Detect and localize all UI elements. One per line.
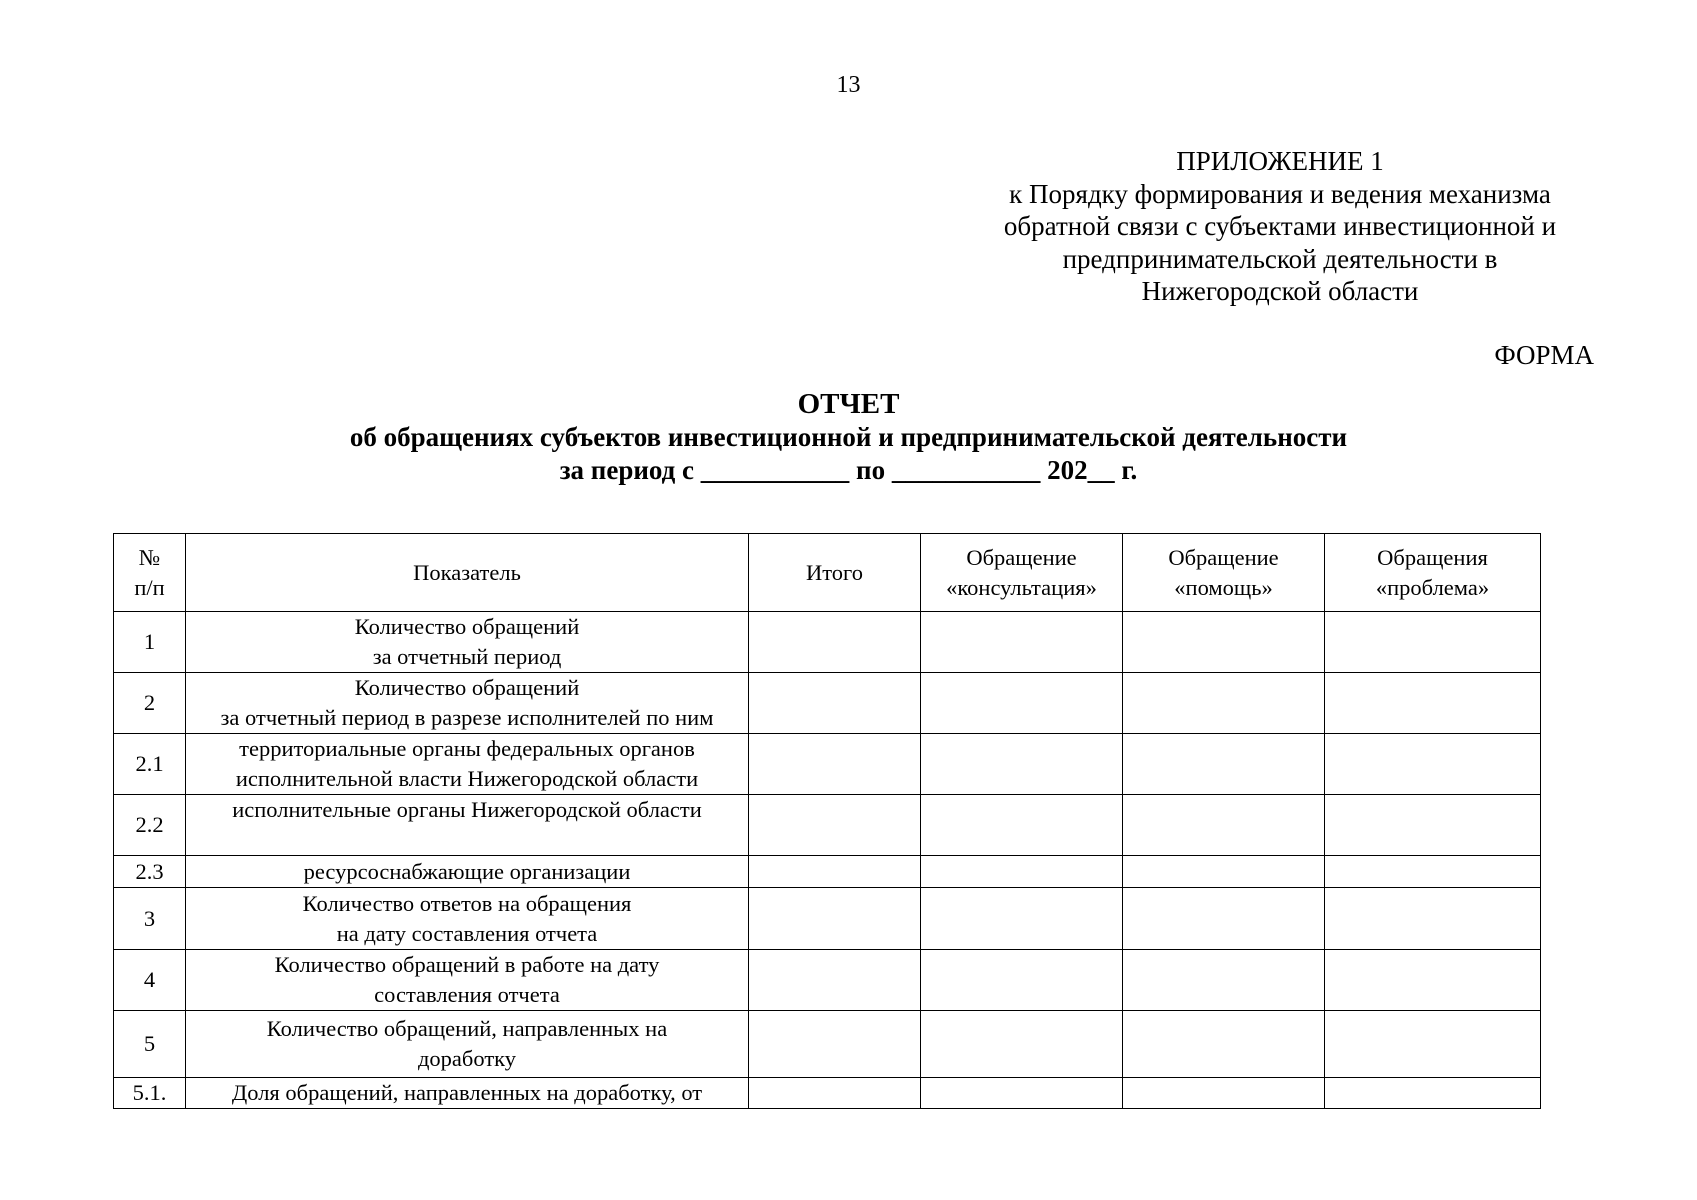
cell-problem[interactable] <box>1325 856 1541 888</box>
cell-help[interactable] <box>1123 1011 1325 1078</box>
appendix-line: обратной связи с субъектами инвестиционной и <box>1003 211 1557 241</box>
row-indicator <box>186 888 749 950</box>
cell-problem[interactable] <box>1325 888 1541 950</box>
indicator-line: за отчетный период <box>372 644 562 669</box>
cell-help[interactable] <box>1123 888 1325 950</box>
appendix-block <box>980 145 1580 308</box>
header-help-line: «помощь» <box>1174 574 1273 600</box>
cell-problem[interactable] <box>1325 673 1541 734</box>
table-row <box>114 734 1541 795</box>
header-help <box>1123 534 1325 612</box>
report-subtitle: об обращениях субъектов инвестиционной и предпринимательской деятельности <box>349 422 1348 452</box>
form-label: ФОРМА <box>1494 340 1594 370</box>
header-total: Итого <box>749 534 921 612</box>
indicator-line: доработку <box>417 1046 517 1071</box>
row-num: 5.1. <box>114 1078 186 1109</box>
table-row <box>114 612 1541 673</box>
cell-help[interactable] <box>1123 950 1325 1011</box>
row-indicator <box>186 612 749 673</box>
header-help-line: Обращение <box>1168 544 1279 570</box>
table-row <box>114 673 1541 734</box>
indicator-line: Количество ответов на обращения <box>302 890 632 916</box>
header-consultation <box>921 534 1123 612</box>
cell-consultation[interactable] <box>921 795 1123 856</box>
indicator-line: Количество обращений, направленных на <box>266 1016 668 1041</box>
row-num: 2.2 <box>114 795 186 856</box>
indicator-line: территориальные органы федеральных органов <box>239 736 695 761</box>
indicator-line: исполнительные органы Нижегородской области <box>232 797 702 822</box>
cell-total[interactable] <box>749 795 921 856</box>
cell-total[interactable] <box>749 734 921 795</box>
row-indicator <box>186 673 749 734</box>
appendix-line: Нижегородской области <box>1141 276 1419 306</box>
table-row <box>114 1078 1541 1109</box>
row-indicator <box>186 734 749 795</box>
row-num: 4 <box>114 950 186 1011</box>
report-period: за период с ___________ по ___________ 202__ г. <box>559 455 1138 485</box>
cell-consultation[interactable] <box>921 856 1123 888</box>
page-number: 13 <box>836 72 861 98</box>
row-indicator <box>186 1011 749 1078</box>
indicator-line: составления отчета <box>374 982 560 1007</box>
row-indicator <box>186 856 749 888</box>
row-indicator <box>186 1078 749 1109</box>
row-num: 2 <box>114 673 186 734</box>
cell-total[interactable] <box>749 612 921 673</box>
indicator-line: на дату составления отчета <box>336 920 598 946</box>
appendix-heading: ПРИЛОЖЕНИЕ 1 <box>1176 146 1384 176</box>
cell-problem[interactable] <box>1325 612 1541 673</box>
cell-total[interactable] <box>749 888 921 950</box>
header-problem <box>1325 534 1541 612</box>
header-consultation-line: Обращение <box>966 544 1077 570</box>
row-indicator <box>186 950 749 1011</box>
cell-total[interactable] <box>749 856 921 888</box>
header-problem-line: «проблема» <box>1375 574 1490 600</box>
table-row <box>114 1011 1541 1078</box>
indicator-line: Доля обращений, направленных на доработку, от <box>231 1080 703 1105</box>
cell-problem[interactable] <box>1325 950 1541 1011</box>
row-num: 2.3 <box>114 856 186 888</box>
indicator-line: исполнительной власти Нижегородской области <box>235 766 699 791</box>
cell-consultation[interactable] <box>921 1011 1123 1078</box>
header-num-line: п/п <box>134 574 165 600</box>
cell-problem[interactable] <box>1325 795 1541 856</box>
header-consultation-line: «консультация» <box>946 574 1097 600</box>
header-indicator: Показатель <box>186 534 749 612</box>
cell-problem[interactable] <box>1325 734 1541 795</box>
report-table <box>113 533 1541 1109</box>
cell-problem[interactable] <box>1325 1078 1541 1109</box>
table-row <box>114 950 1541 1011</box>
cell-help[interactable] <box>1123 856 1325 888</box>
row-indicator <box>186 795 749 856</box>
cell-consultation[interactable] <box>921 950 1123 1011</box>
report-title-block <box>0 388 1697 487</box>
row-num: 2.1 <box>114 734 186 795</box>
cell-total[interactable] <box>749 1011 921 1078</box>
table-row <box>114 795 1541 856</box>
cell-total[interactable] <box>749 673 921 734</box>
cell-problem[interactable] <box>1325 1011 1541 1078</box>
cell-help[interactable] <box>1123 795 1325 856</box>
header-num-line: № <box>138 544 161 570</box>
row-num: 3 <box>114 888 186 950</box>
table-row <box>114 856 1541 888</box>
appendix-line: к Порядку формирования и ведения механизма <box>1009 178 1551 209</box>
indicator-line: Количество обращений <box>354 675 580 700</box>
cell-help[interactable] <box>1123 673 1325 734</box>
row-num: 1 <box>114 612 186 673</box>
table-row <box>114 888 1541 950</box>
cell-consultation[interactable] <box>921 612 1123 673</box>
row-num: 5 <box>114 1011 186 1078</box>
cell-consultation[interactable] <box>921 673 1123 734</box>
cell-consultation[interactable] <box>921 734 1123 795</box>
table-header-row <box>114 534 1541 612</box>
cell-help[interactable] <box>1123 734 1325 795</box>
indicator-line: ресурсоснабжающие организации <box>303 858 631 884</box>
report-title: ОТЧЕТ <box>797 388 900 420</box>
cell-total[interactable] <box>749 950 921 1011</box>
cell-consultation[interactable] <box>921 1078 1123 1109</box>
cell-total[interactable] <box>749 1078 921 1109</box>
indicator-line: Количество обращений в работе на дату <box>274 952 660 977</box>
header-num <box>114 534 186 612</box>
header-problem-line: Обращения <box>1377 544 1488 570</box>
appendix-line: предпринимательской деятельности в <box>1062 243 1498 274</box>
indicator-line: за отчетный период в разрезе исполнителей по ним <box>220 705 714 730</box>
indicator-line: Количество обращений <box>354 614 580 639</box>
cell-consultation[interactable] <box>921 888 1123 950</box>
cell-help[interactable] <box>1123 1078 1325 1109</box>
cell-help[interactable] <box>1123 612 1325 673</box>
